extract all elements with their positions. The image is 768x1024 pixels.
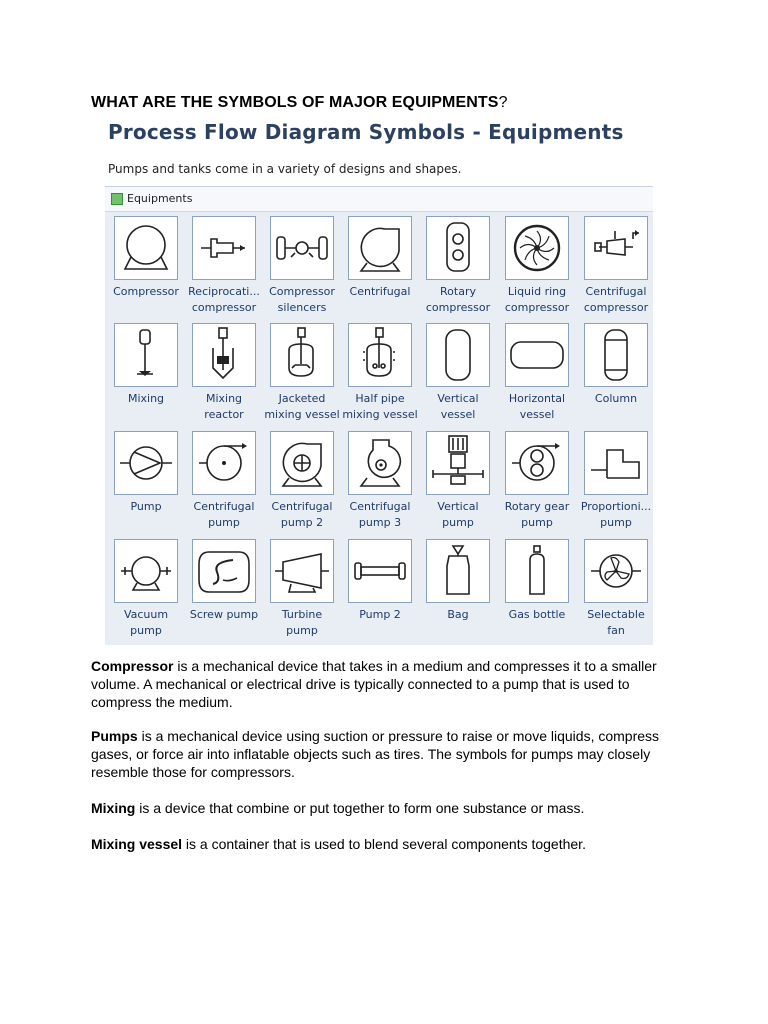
symbol-tile[interactable] bbox=[192, 539, 256, 603]
symbol-label: Jacketed mixing vessel bbox=[264, 392, 340, 421]
symbol-item[interactable] bbox=[267, 212, 345, 319]
equipments-panel bbox=[105, 186, 653, 645]
symbol-tile[interactable] bbox=[505, 323, 569, 387]
compressor-silencers-icon bbox=[271, 217, 333, 279]
symbol-label: Vertical pump bbox=[437, 500, 479, 529]
symbol-tile[interactable] bbox=[270, 431, 334, 495]
symbol-item[interactable] bbox=[189, 427, 267, 534]
definition: is a mechanical device using suction or pressure to raise or move liquids, compress gases, or force air into inflatable objects such as tires. The symbols for pumps may closely resemble those for compressors. bbox=[91, 728, 660, 780]
page-heading bbox=[91, 94, 508, 112]
selectable-fan-icon bbox=[585, 540, 647, 602]
symbol-item[interactable] bbox=[264, 319, 345, 426]
symbol-label: Turbine pump bbox=[281, 608, 323, 637]
proportioning-pump-icon bbox=[585, 432, 647, 494]
symbol-item[interactable] bbox=[111, 319, 189, 426]
symbol-label: Half pipe mixing vessel bbox=[342, 392, 418, 421]
pump-2-icon bbox=[349, 540, 411, 602]
symbol-label: Mixing reactor bbox=[204, 392, 244, 421]
symbol-label: Centrifugal pump 2 bbox=[271, 500, 333, 529]
paragraph-pumps bbox=[91, 727, 691, 781]
symbol-label: Centrifugal bbox=[349, 285, 411, 298]
symbol-tile[interactable] bbox=[270, 216, 334, 280]
paragraph-compressor bbox=[91, 657, 691, 711]
symbol-item[interactable] bbox=[502, 212, 580, 319]
symbol-label: Pump 2 bbox=[359, 608, 401, 621]
symbol-tile[interactable] bbox=[426, 539, 490, 603]
symbol-item[interactable] bbox=[581, 212, 659, 319]
symbol-tile[interactable] bbox=[426, 323, 490, 387]
heading-text: WHAT ARE THE SYMBOLS OF MAJOR EQUIPMENTS bbox=[91, 94, 499, 111]
symbol-label: Vertical vessel bbox=[437, 392, 479, 421]
symbol-item[interactable] bbox=[189, 319, 267, 426]
symbol-item[interactable] bbox=[189, 535, 267, 642]
symbol-label: Mixing bbox=[127, 392, 165, 405]
symbol-tile[interactable] bbox=[114, 323, 178, 387]
symbol-tile[interactable] bbox=[505, 216, 569, 280]
symbol-tile[interactable] bbox=[114, 216, 178, 280]
symbol-item[interactable] bbox=[189, 212, 267, 319]
symbol-tile[interactable] bbox=[584, 216, 648, 280]
symbol-tile[interactable] bbox=[348, 216, 412, 280]
symbol-tile[interactable] bbox=[584, 323, 648, 387]
term: Mixing bbox=[91, 800, 136, 816]
symbol-item[interactable] bbox=[502, 319, 580, 426]
half-pipe-mixing-vessel-icon bbox=[349, 324, 411, 386]
centrifugal-pump-2-icon bbox=[271, 432, 333, 494]
term: Pumps bbox=[91, 728, 138, 744]
symbol-tile[interactable] bbox=[348, 539, 412, 603]
compressor-icon bbox=[115, 217, 177, 279]
symbol-label: Rotary gear pump bbox=[504, 500, 570, 529]
symbol-item[interactable] bbox=[111, 212, 189, 319]
definition: is a device that combine or put together to form one substance or mass. bbox=[135, 800, 585, 816]
centrifugal-compressor-icon bbox=[585, 217, 647, 279]
symbol-label: Selectable fan bbox=[587, 608, 645, 637]
term: Mixing vessel bbox=[91, 836, 183, 852]
figure-title: Process Flow Diagram Symbols - Equipments bbox=[108, 120, 624, 144]
symbol-label: Horizontal vessel bbox=[508, 392, 566, 421]
symbol-item[interactable] bbox=[345, 212, 423, 319]
jacketed-mixing-vessel-icon bbox=[271, 324, 333, 386]
symbol-item[interactable] bbox=[111, 427, 189, 534]
rotary-compressor-icon bbox=[427, 217, 489, 279]
symbol-item[interactable] bbox=[267, 427, 345, 534]
symbol-item[interactable] bbox=[581, 319, 659, 426]
reciprocating-compressor-icon bbox=[193, 217, 255, 279]
heading-question-mark: ? bbox=[498, 94, 508, 111]
pump-icon bbox=[115, 432, 177, 494]
symbol-item[interactable] bbox=[423, 319, 501, 426]
symbol-tile[interactable] bbox=[192, 216, 256, 280]
symbol-label: Screw pump bbox=[189, 608, 259, 621]
stencil-icon bbox=[111, 193, 123, 205]
symbol-label: Centrifugal compressor bbox=[583, 285, 649, 314]
symbol-label: Rotary compressor bbox=[425, 285, 491, 314]
vacuum-pump-icon bbox=[115, 540, 177, 602]
liquid-ring-compressor-icon bbox=[506, 217, 568, 279]
symbol-label: Pump bbox=[130, 500, 162, 513]
rotary-gear-pump-icon bbox=[506, 432, 568, 494]
mixing-reactor-icon bbox=[193, 324, 255, 386]
symbol-tile[interactable] bbox=[505, 539, 569, 603]
symbol-label: Centrifugal pump 3 bbox=[349, 500, 411, 529]
paragraph-mixing-vessel bbox=[91, 835, 691, 853]
symbol-tile[interactable] bbox=[114, 431, 178, 495]
symbol-tile[interactable] bbox=[270, 539, 334, 603]
symbol-label: Proportioni... pump bbox=[580, 500, 652, 529]
symbol-item[interactable] bbox=[345, 535, 423, 642]
definition: is a container that is used to blend several components together. bbox=[182, 836, 586, 852]
symbol-tile[interactable] bbox=[192, 431, 256, 495]
vertical-pump-icon bbox=[427, 432, 489, 494]
symbol-tile[interactable] bbox=[270, 323, 334, 387]
symbol-label: Bag bbox=[447, 608, 469, 621]
horizontal-vessel-icon bbox=[506, 324, 568, 386]
symbol-label: Compressor silencers bbox=[269, 285, 335, 314]
gas-bottle-icon bbox=[506, 540, 568, 602]
symbol-label: Column bbox=[594, 392, 638, 405]
symbol-tile[interactable] bbox=[348, 323, 412, 387]
paragraph-mixing bbox=[91, 799, 691, 817]
centrifugal-icon bbox=[349, 217, 411, 279]
symbol-tile[interactable] bbox=[192, 323, 256, 387]
column-icon bbox=[585, 324, 647, 386]
centrifugal-pump-3-icon bbox=[349, 432, 411, 494]
symbol-item[interactable] bbox=[267, 535, 345, 642]
centrifugal-pump-icon bbox=[193, 432, 255, 494]
symbol-tile[interactable] bbox=[505, 431, 569, 495]
symbol-item[interactable] bbox=[581, 535, 659, 642]
symbol-label: Liquid ring compressor bbox=[504, 285, 570, 314]
symbol-tile[interactable] bbox=[348, 431, 412, 495]
panel-header bbox=[105, 187, 653, 212]
figure-subtitle: Pumps and tanks come in a variety of designs and shapes. bbox=[108, 162, 462, 176]
symbol-label: Vacuum pump bbox=[123, 608, 169, 637]
symbol-item[interactable] bbox=[423, 535, 501, 642]
symbol-item[interactable] bbox=[502, 427, 580, 534]
term: Compressor bbox=[91, 658, 174, 674]
symbol-tile[interactable] bbox=[584, 539, 648, 603]
symbol-item[interactable] bbox=[502, 535, 580, 642]
symbol-item[interactable] bbox=[345, 427, 423, 534]
symbol-item[interactable] bbox=[423, 212, 501, 319]
symbol-tile[interactable] bbox=[584, 431, 648, 495]
mixing-icon bbox=[115, 324, 177, 386]
screw-pump-icon bbox=[193, 540, 255, 602]
symbol-label: Reciprocati... compressor bbox=[188, 285, 260, 314]
bag-icon bbox=[427, 540, 489, 602]
symbol-item[interactable] bbox=[581, 427, 659, 534]
symbol-tile[interactable] bbox=[426, 431, 490, 495]
symbol-item[interactable] bbox=[423, 427, 501, 534]
turbine-pump-icon bbox=[271, 540, 333, 602]
symbol-label: Gas bottle bbox=[508, 608, 566, 621]
symbol-tile[interactable] bbox=[426, 216, 490, 280]
symbol-label: Compressor bbox=[113, 285, 179, 298]
vertical-vessel-icon bbox=[427, 324, 489, 386]
definition: is a mechanical device that takes in a medium and compresses it to a smaller volume. A mechanical or electrical drive is typically connected to a pump that is used to compress the medium. bbox=[91, 658, 657, 710]
symbol-item[interactable] bbox=[111, 535, 189, 642]
symbol-label: Centrifugal pump bbox=[193, 500, 255, 529]
symbol-item[interactable] bbox=[342, 319, 423, 426]
panel-title: Equipments bbox=[127, 192, 193, 205]
symbol-tile[interactable] bbox=[114, 539, 178, 603]
